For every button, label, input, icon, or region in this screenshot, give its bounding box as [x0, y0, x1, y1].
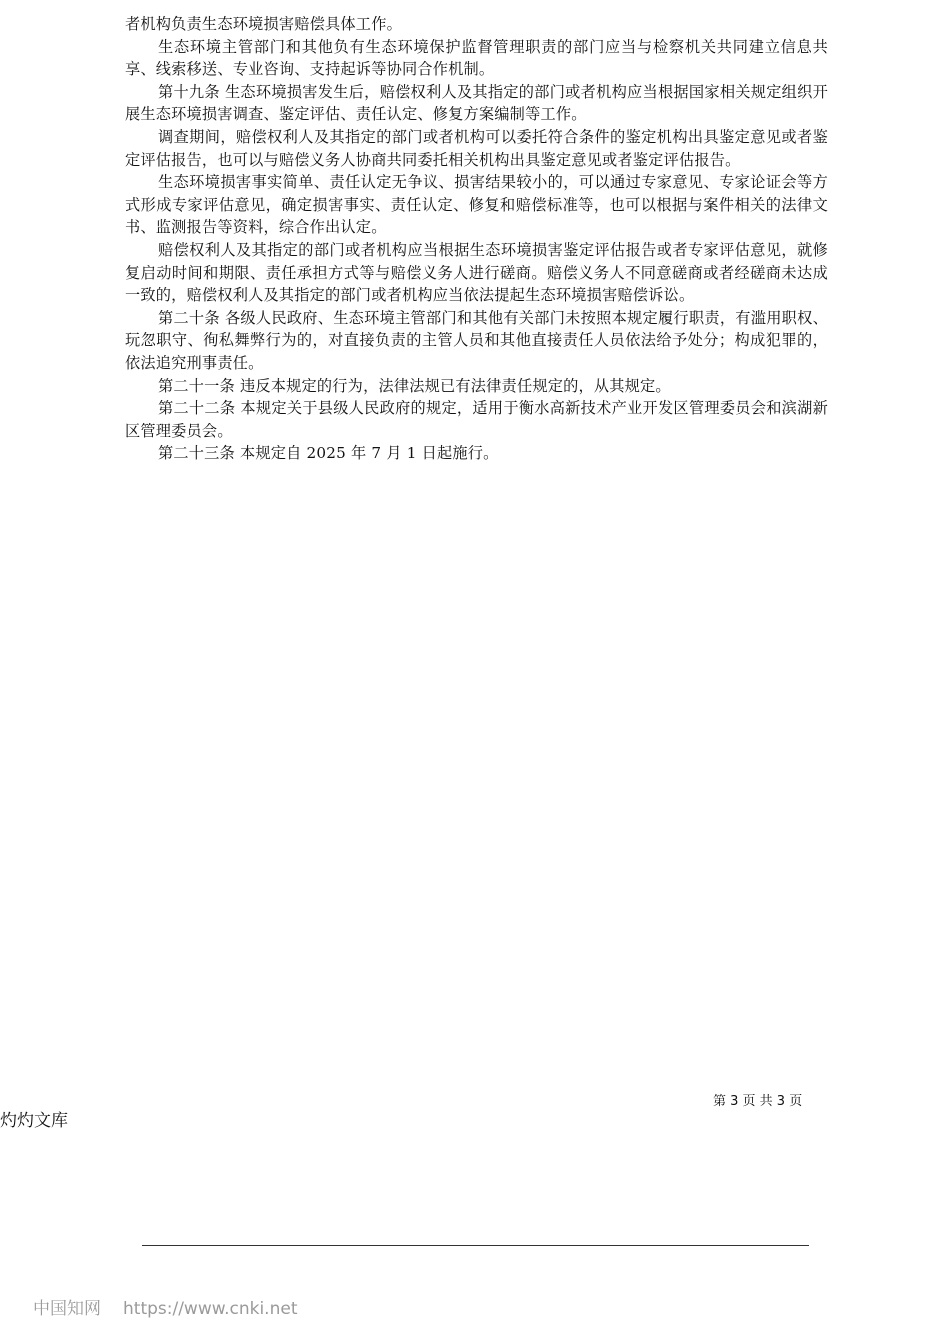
paragraph-continuation: 者机构负责生态环境损害赔偿具体工作。 — [125, 15, 402, 33]
footer-divider — [142, 1245, 809, 1246]
article-19: 第十九条 生态环境损害发生后，赔偿权利人及其指定的部门或者机构应当根据国家相关规定组织开展生态环境损害调查、鉴定评估、责任认定、修复方案编制等工作。 — [125, 82, 828, 124]
article-22: 第二十二条 本规定关于县级人民政府的规定，适用于衡水高新技术产业开发区管理委员会和滨湖新区管理委员会。 — [125, 399, 828, 440]
paragraph: 生态环境主管部门和其他负有生态环境保护监督管理职责的部门应当与检察机关共同建立信息共享、线索移送、专业咨询、支持起诉等协同合作机制。 — [125, 37, 828, 79]
document-body — [125, 13, 828, 465]
paragraph: 赔偿权利人及其指定的部门或者机构应当根据生态环境损害鉴定评估报告或者专家评估意见，就修复启动时间和期限、责任承担方式等与赔偿义务人进行磋商。赔偿义务人不同意磋商或者经磋商未达成一致的，赔偿权利人及其指定的部门或者机构应当依法提起生态环境损害赔偿诉讼。 — [125, 240, 828, 305]
watermark-text: 灼灼文库 — [0, 1111, 68, 1131]
page-number: 第 3 页 共 3 页 — [713, 1094, 803, 1109]
site-name: 中国知网 — [33, 1299, 101, 1319]
article-23: 第二十三条 本规定自 2025 年 7 月 1 日起施行。 — [158, 444, 499, 463]
footer-source — [33, 1294, 297, 1319]
site-url[interactable]: https://www.cnki.net — [123, 1299, 298, 1319]
article-20: 第二十条 各级人民政府、生态环境主管部门和其他有关部门未按照本规定履行职责，有滥用职权、玩忽职守、徇私舞弊行为的，对直接负责的主管人员和其他直接责任人员依法给予处分；构成犯罪的，依法追究刑事责任。 — [125, 308, 828, 372]
paragraph: 调查期间，赔偿权利人及其指定的部门或者机构可以委托符合条件的鉴定机构出具鉴定意见或者鉴定评估报告，也可以与赔偿义务人协商共同委托相关机构出具鉴定意见或者鉴定评估报告。 — [125, 127, 828, 169]
paragraph: 生态环境损害事实简单、责任认定无争议、损害结果较小的，可以通过专家意见、专家论证会等方式形成专家评估意见，确定损害事实、责任认定、修复和赔偿标准等，也可以根据与案件相关的法律文书、监测报告等资料，综合作出认定。 — [125, 173, 828, 237]
article-21: 第二十一条 违反本规定的行为，法律法规已有法律责任规定的，从其规定。 — [158, 376, 671, 395]
